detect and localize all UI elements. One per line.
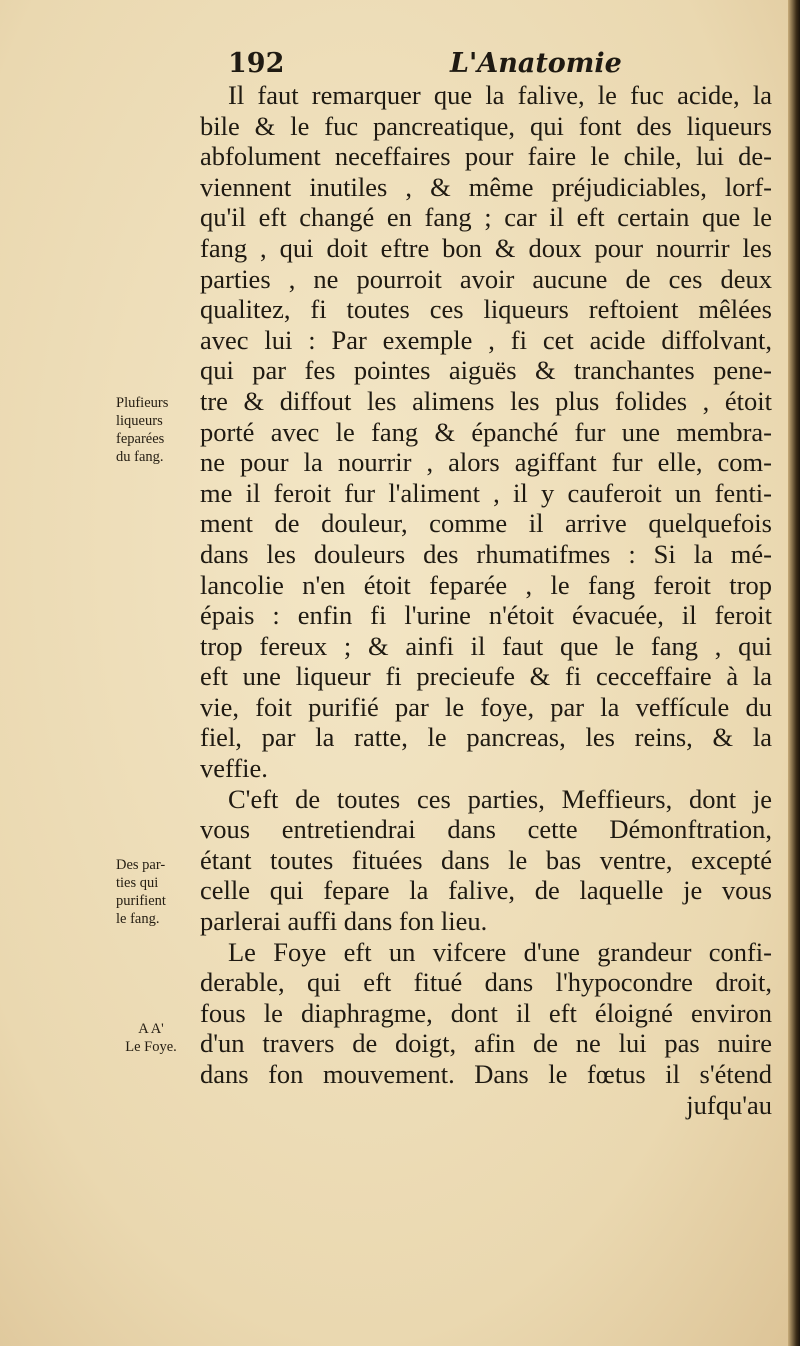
text-line: trop fereux ; & ainfi il faut que le fang , qui [200,630,772,661]
text-line: ment de douleur, comme il arrive quelquefois [200,508,772,539]
text-line: épais : enfin fi l'urine n'étoit évacuée, il feroit [200,600,772,631]
text-line: porté avec le fang & épanché fur une membra- [200,416,772,447]
margin-note-foye: A A' Le Foye. [125,1021,177,1055]
text-line: d'un travers de doigt, afin de ne lui pas nuire [200,1028,772,1059]
text-line: veffie. [200,753,268,784]
text-line: Le Foye eft un vifcere d'une grandeur confi- [228,936,772,967]
text-line: Il faut remarquer que la falive, le fuc acide, la [228,80,772,110]
page-edge-shadow [788,0,800,1346]
text-line: me il feroit fur l'aliment , il y cauferoit un fenti- [200,477,772,508]
margin-note-liqueurs: Plufieurs liqueurs feparées du fang. [116,395,169,465]
text-line: bile & le fuc pancreatique, qui font des liqueurs [200,110,772,141]
text-line: parlerai auffi dans fon lieu. [200,906,488,937]
text-line: tre & diffout les alimens les plus folides , étoit [200,385,772,416]
text-line: eft une liqueur fi precieufe & fi cecceffaire à la [200,661,772,692]
catchword: jufqu'au [686,1089,772,1120]
text-line: dans les douleurs des rhumatifmes : Si la mé- [200,538,772,569]
text-line: fous le diaphragme, dont il eft éloigné environ [200,997,772,1028]
body-text [200,80,772,1120]
text-line: C'eft de toutes ces parties, Meffieurs, dont je [228,783,772,814]
text-line: étant toutes fituées dans le bas ventre, excepté [200,844,772,875]
text-line: ne pour la nourrir , alors agiffant fur elle, com- [200,447,772,478]
text-line: parties , ne pourroit avoir aucune de ces deux [200,263,772,294]
text-line: qu'il eft changé en fang ; car il eft certain que le [200,202,772,233]
page-number: 192 [228,48,285,79]
text-line: qui par fes pointes aiguës & tranchantes pene- [200,355,772,386]
text-line: vous entretiendrai dans cette Démonftration, [200,814,772,845]
text-line: qualitez, fi toutes ces liqueurs reftoient mêlées [200,294,772,325]
text-line: avec lui : Par exemple , fi cet acide diffolvant, [200,324,772,355]
running-title: L'Anatomie [450,48,622,79]
text-line: celle qui fepare la falive, de laquelle je vous [200,875,772,906]
text-line: dans fon mouvement. Dans le fœtus il s'étend [200,1059,772,1089]
text-line: abfolument neceffaires pour faire le chile, lui de- [200,141,772,172]
margin-note-parties: Des par- ties qui purifient le fang. [116,857,166,927]
text-line: vie, foit purifié par le foye, par la veffícule du [200,691,772,722]
text-line: viennent inutiles , & même préjudiciables, lorf- [200,171,772,202]
text-line: derable, qui eft fitué dans l'hypocondre droit, [200,967,772,998]
text-line: fang , qui doit eftre bon & doux pour nourrir les [200,232,772,263]
text-line: lancolie n'en étoit feparée , le fang feroit trop [200,569,772,600]
text-line: fiel, par la ratte, le pancreas, les reins, & la [200,722,772,753]
